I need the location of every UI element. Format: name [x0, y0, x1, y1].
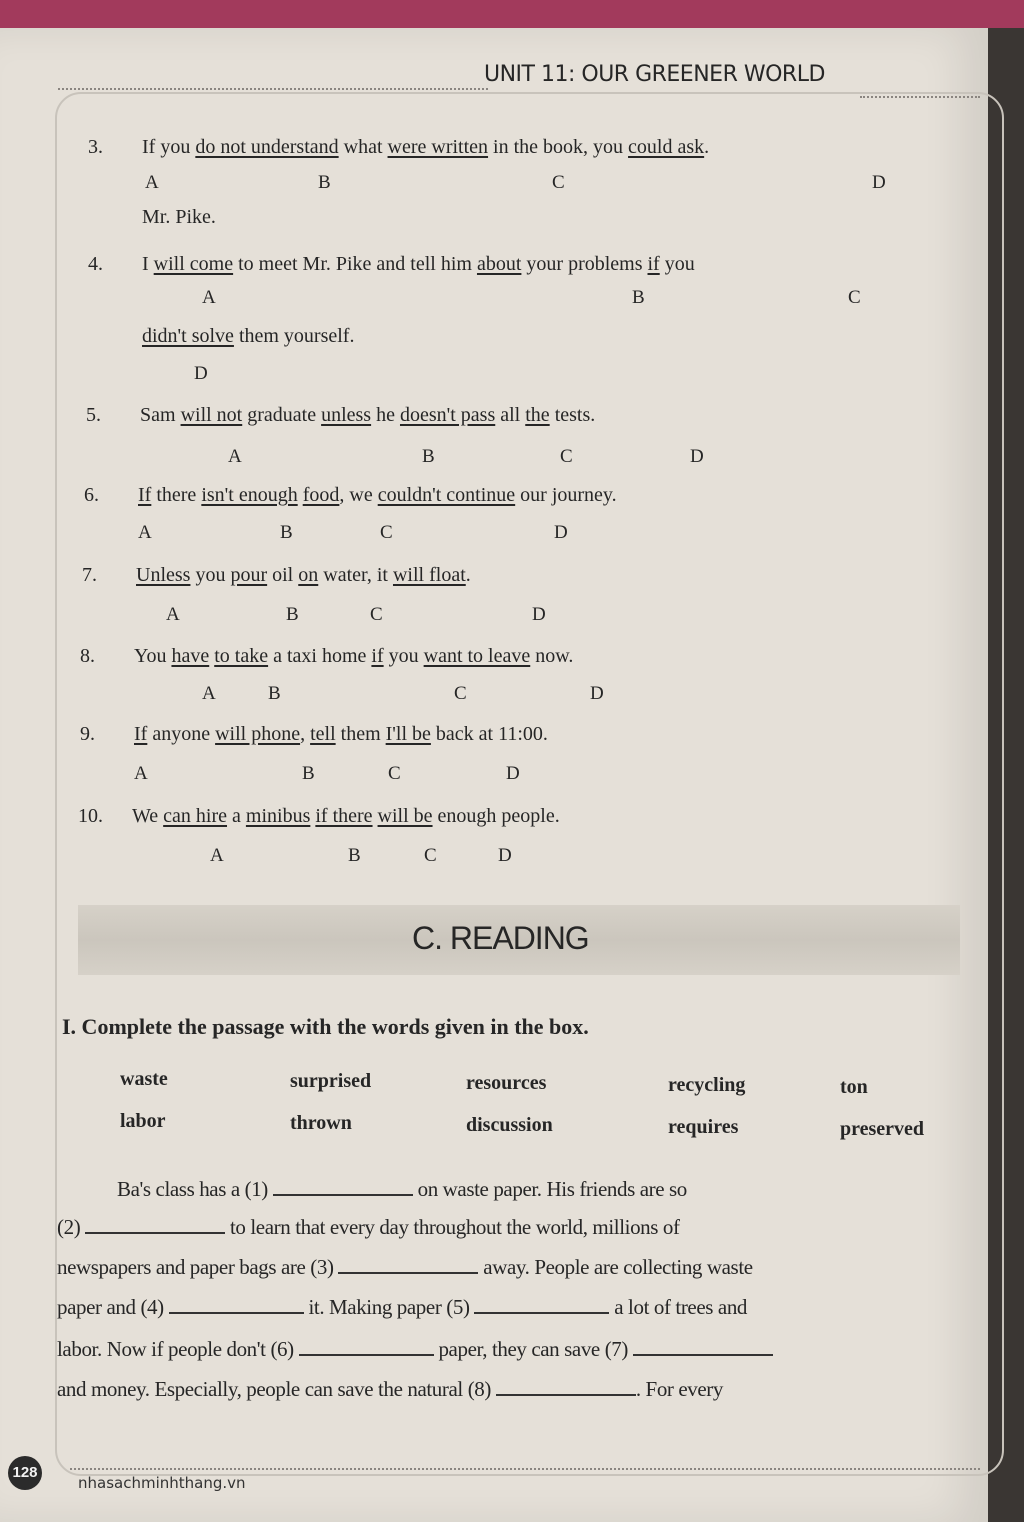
word-box-item: surprised	[290, 1070, 372, 1092]
option-letter: A	[166, 604, 180, 625]
option-letter: A	[202, 683, 216, 704]
passage-text: a lot of trees and	[609, 1295, 748, 1319]
passage-text: to learn that every day throughout the world, millions of	[225, 1215, 680, 1239]
option-letter: D	[690, 446, 704, 467]
option-letter: C	[370, 604, 383, 625]
question-sentence	[134, 645, 573, 668]
answer-letters	[88, 287, 1024, 313]
unit-header: UNIT 11: OUR GREENER WORLD	[484, 62, 825, 87]
underlined-option: I'll be	[385, 723, 431, 745]
option-letter: C	[388, 763, 401, 784]
underlined-option: the	[525, 404, 550, 426]
underlined-option: minibus	[245, 805, 311, 827]
answer-letters	[88, 363, 1024, 389]
option-letter: C	[552, 172, 565, 193]
footer-dotted-rule	[70, 1468, 980, 1470]
question-sentence	[132, 805, 560, 828]
underlined-option: If	[138, 484, 152, 506]
underlined-option: unless	[321, 404, 372, 426]
sentence-text: tests.	[549, 404, 596, 426]
answer-blank-4[interactable]	[169, 1294, 304, 1314]
sentence-text: graduate	[242, 404, 322, 426]
header-dotted-rule-left	[58, 88, 488, 90]
sentence-text: our journey.	[515, 484, 617, 506]
passage-line	[57, 1208, 680, 1247]
sentence-text: enough people.	[432, 805, 560, 827]
question-continuation	[142, 325, 354, 348]
passage-text: newspapers and paper bags are (3)	[57, 1255, 339, 1279]
question-sentence	[142, 253, 695, 276]
answer-blank-3[interactable]	[338, 1254, 478, 1274]
answer-letters	[84, 522, 1024, 548]
sentence-text: .	[465, 564, 471, 586]
sentence-text: all	[495, 404, 526, 426]
underlined-option: will phone	[215, 723, 301, 745]
option-letter: D	[532, 604, 546, 625]
underlined-option: will be	[377, 805, 433, 827]
underlined-option: pour	[230, 564, 268, 586]
sentence-text: you	[190, 564, 231, 586]
publisher-website: nhasachminhthang.vn	[78, 1474, 246, 1492]
word-box-item: thrown	[290, 1112, 352, 1134]
word-box-item: labor	[120, 1110, 166, 1132]
passage-line	[57, 1330, 773, 1369]
underlined-option: about	[476, 253, 522, 275]
answer-letters	[78, 845, 1024, 871]
sentence-text: ,	[300, 723, 311, 745]
underlined-option: If	[134, 723, 148, 745]
option-letter: D	[498, 845, 512, 866]
underlined-option: to take	[214, 645, 269, 667]
sentence-text: I	[142, 253, 154, 275]
passage-line	[57, 1248, 753, 1287]
underlined-option: want to leave	[423, 645, 531, 667]
option-letter: C	[424, 845, 437, 866]
word-box-item: discussion	[466, 1114, 553, 1136]
passage-text: (2)	[57, 1215, 86, 1239]
passage-text: and money. Especially, people can save the natural (8)	[57, 1377, 496, 1401]
sentence-text: We	[132, 805, 164, 827]
option-letter: A	[134, 763, 148, 784]
question-number: 8.	[80, 645, 95, 667]
question-sentence	[138, 484, 617, 507]
option-letter: B	[348, 845, 361, 866]
option-letter: D	[590, 683, 604, 704]
option-letter: C	[560, 446, 573, 467]
answer-blank-7[interactable]	[633, 1336, 773, 1356]
sentence-text: he	[371, 404, 400, 426]
sentence-text: there	[151, 484, 202, 506]
question-number: 5.	[86, 404, 101, 426]
sentence-text: , we	[339, 484, 378, 506]
passage-text: it. Making paper (5)	[303, 1295, 475, 1319]
underlined-option: could ask	[628, 136, 705, 158]
sentence-text: you	[383, 645, 424, 667]
passage-text: away. People are collecting waste	[478, 1255, 753, 1279]
passage-text: paper, they can save (7)	[433, 1337, 633, 1361]
passage-text: on waste paper. His friends are so	[412, 1177, 687, 1201]
answer-letters	[82, 604, 1024, 630]
section-title: C. READING	[412, 920, 589, 956]
option-letter: D	[872, 172, 886, 193]
question-number: 6.	[84, 484, 99, 506]
answer-letters	[80, 763, 1024, 789]
sentence-text: them	[335, 723, 386, 745]
option-letter: A	[228, 446, 242, 467]
answer-blank-5[interactable]	[474, 1294, 609, 1314]
question-sentence	[140, 404, 595, 427]
option-letter: B	[280, 522, 293, 543]
underlined-option: food	[302, 484, 340, 506]
underlined-option: tell	[310, 723, 336, 745]
underlined-option: will come	[153, 253, 234, 275]
answer-blank-6[interactable]	[299, 1336, 434, 1356]
passage-line	[57, 1288, 747, 1327]
option-letter: C	[454, 683, 467, 704]
question-continuation: Mr. Pike.	[142, 206, 216, 228]
passage-line	[117, 1170, 687, 1209]
option-letter: A	[210, 845, 224, 866]
sentence-text: in the book, you	[488, 136, 629, 158]
option-letter: B	[302, 763, 315, 784]
question-number: 9.	[80, 723, 95, 745]
underlined-option: Unless	[136, 564, 191, 586]
answer-blank-2[interactable]	[85, 1214, 225, 1234]
answer-blank-8[interactable]	[496, 1376, 636, 1396]
question-number: 7.	[82, 564, 97, 586]
sentence-text: what	[338, 136, 388, 158]
underlined-option: have	[171, 645, 210, 667]
sentence-text: to meet Mr. Pike and tell him	[233, 253, 477, 275]
page-number-badge: 128	[8, 1456, 42, 1490]
underlined-option: if	[371, 645, 384, 667]
option-letter: D	[506, 763, 520, 784]
sentence-text: a taxi home	[268, 645, 372, 667]
option-letter: D	[554, 522, 568, 543]
word-box-item: resources	[466, 1072, 547, 1094]
question-sentence	[142, 136, 709, 159]
underlined-option: will float	[392, 564, 466, 586]
answer-blank-1[interactable]	[273, 1176, 413, 1196]
sentence-text: your problems	[521, 253, 648, 275]
sentence-text: .	[704, 136, 710, 158]
underlined-option: didn't solve	[142, 325, 234, 347]
sentence-text: back at 11:00.	[430, 723, 548, 745]
option-letter: D	[194, 363, 208, 384]
sentence-text: a	[227, 805, 246, 827]
word-box-item: waste	[120, 1068, 168, 1090]
question-number: 4.	[88, 253, 103, 275]
sentence-text: now.	[530, 645, 574, 667]
sentence-text: anyone	[147, 723, 216, 745]
word-box-item: preserved	[840, 1118, 925, 1140]
underlined-option: on	[298, 564, 319, 586]
passage-text: . For every	[635, 1377, 724, 1401]
passage-text: Ba's class has a (1)	[117, 1177, 273, 1201]
underlined-option: if	[647, 253, 660, 275]
option-letter: B	[632, 287, 645, 308]
continuation-text: them yourself.	[233, 325, 355, 347]
option-letter: C	[380, 522, 393, 543]
option-letter: A	[202, 287, 216, 308]
underlined-option: if there	[315, 805, 373, 827]
option-letter: A	[138, 522, 152, 543]
question-sentence	[136, 564, 471, 587]
underlined-option: do not understand	[195, 136, 339, 158]
sentence-text: water, it	[318, 564, 393, 586]
question-number: 3.	[88, 136, 103, 158]
sentence-text: Sam	[140, 404, 181, 426]
sentence-text: you	[659, 253, 695, 275]
sentence-text: You	[134, 645, 172, 667]
passage-text: paper and (4)	[57, 1295, 169, 1319]
answer-letters	[80, 683, 1024, 709]
word-box-item: recycling	[668, 1074, 746, 1096]
underlined-option: doesn't pass	[399, 404, 496, 426]
option-letter: B	[422, 446, 435, 467]
underlined-option: will not	[180, 404, 243, 426]
question-number: 10.	[78, 805, 103, 827]
underlined-option: were written	[387, 136, 489, 158]
passage-line	[57, 1370, 723, 1409]
underlined-option: can hire	[163, 805, 228, 827]
word-box-item: requires	[668, 1116, 739, 1138]
word-box-item: ton	[840, 1076, 868, 1098]
option-letter: B	[286, 604, 299, 625]
sentence-text: If you	[142, 136, 196, 158]
passage-text: labor. Now if people don't (6)	[57, 1337, 299, 1361]
option-letter: B	[268, 683, 281, 704]
exercise-instruction: I. Complete the passage with the words given in the box.	[62, 1014, 589, 1039]
underlined-option: couldn't continue	[377, 484, 516, 506]
sentence-text: oil	[267, 564, 299, 586]
option-letter: B	[318, 172, 331, 193]
answer-letters	[88, 172, 1024, 198]
answer-letters	[86, 446, 1024, 472]
option-letter: A	[145, 172, 159, 193]
question-sentence	[134, 723, 548, 746]
underlined-option: isn't enough	[201, 484, 298, 506]
option-letter: C	[848, 287, 861, 308]
